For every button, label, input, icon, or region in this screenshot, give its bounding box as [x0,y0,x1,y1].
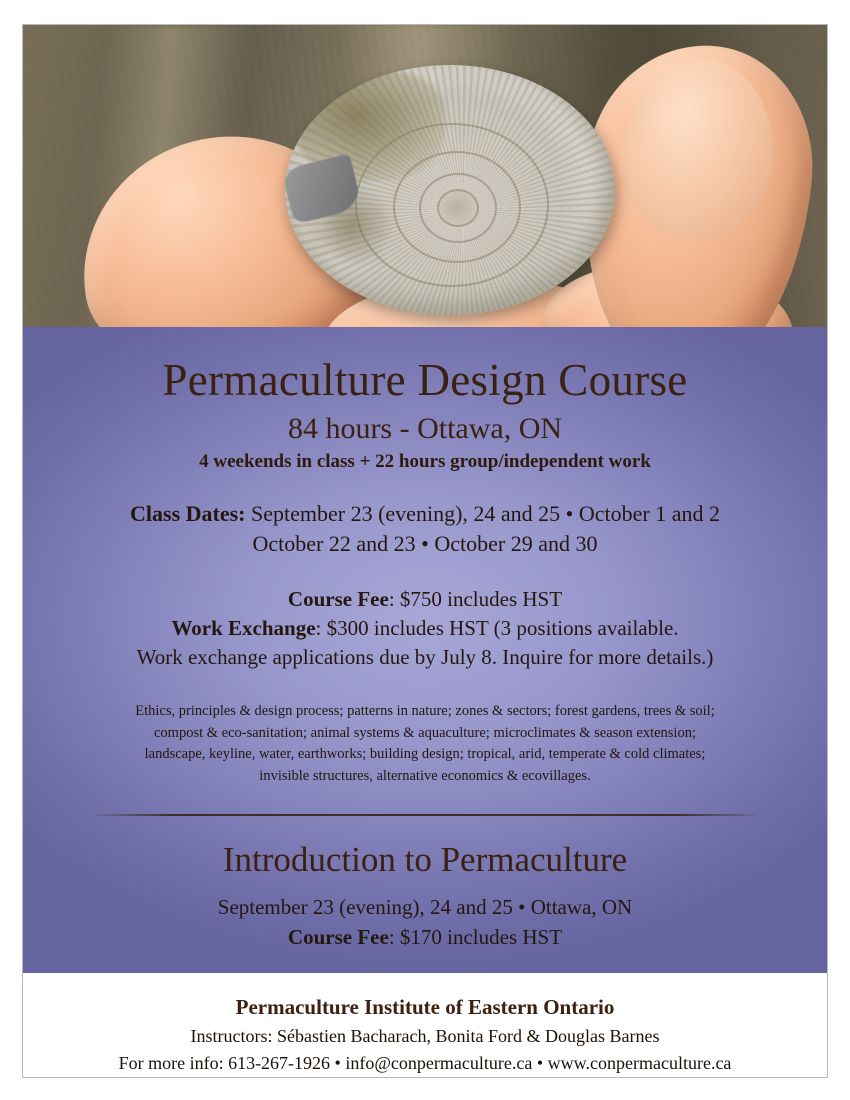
section-divider [95,814,755,816]
intro-course-title: Introduction to Permaculture [222,839,628,879]
work-exchange-note: Work exchange applications due by July 8. Inquire for more details.) [136,645,714,670]
work-exchange-label: Work Exchange [171,616,316,641]
contact-separator: • [532,1053,548,1073]
page-subtitle: 84 hours - Ottawa, ON [287,412,563,446]
page-title: Permaculture Design Course [162,355,688,405]
snail-shell [285,65,615,315]
topics-line-3: landscape, keyline, water, earthworks; building design; tropical, arid, temperate & cold climates; [144,746,706,763]
intro-course-fee-value: : $170 includes HST [388,925,563,950]
class-dates-block [57,499,793,558]
topics-line-1: Ethics, principles & design process; patterns in nature; zones & sectors; forest gardens, trees & soil; [135,702,715,719]
poster-body [23,327,827,973]
shell-whorl-core [437,189,479,227]
poster-footer [23,973,827,1077]
work-exchange-value: : $300 includes HST (3 positions available. [315,616,679,641]
intro-course-fee-label: Course Fee [287,925,389,950]
organization-name: Permaculture Institute of Eastern Ontario [235,995,615,1019]
contact-email[interactable]: info@conpermaculture.ca [345,1053,533,1073]
course-fee-line [57,585,793,614]
intro-course-fee-line [57,922,793,952]
class-dates-line-1-text: September 23 (evening), 24 and 25 • October 1 and 2 [251,501,720,527]
contact-website[interactable]: www.conpermaculture.ca [547,1053,732,1073]
topics-block [57,701,793,788]
class-dates-line-2: October 22 and 23 • October 29 and 30 [252,530,598,556]
topics-line-4: invisible structures, alternative economics & ecovillages. [259,768,591,785]
instructors-line: Instructors: Sébastien Bacharach, Bonita Ford & Douglas Barnes [190,1026,660,1046]
class-dates-label: Class Dates: [130,501,246,527]
intro-course-dates: September 23 (evening), 24 and 25 • Ottawa, ON [217,894,633,919]
fees-block [57,585,793,673]
poster [22,24,828,1078]
page-subsubtitle: 4 weekends in class + 22 hours group/independent work [199,451,651,473]
contact-phone: For more info: 613-267-1926 • [118,1053,346,1073]
class-dates-line-1 [57,499,793,529]
contact-line [23,1053,827,1074]
topics-line-2: compost & eco-sanitation; animal systems & aquaculture; microclimates & season extension; [153,724,696,741]
work-exchange-line [57,614,793,643]
header-photo [23,25,827,327]
intro-course-block [57,892,793,953]
course-fee-value: : $750 includes HST [388,586,563,611]
course-fee-label: Course Fee [287,586,389,611]
